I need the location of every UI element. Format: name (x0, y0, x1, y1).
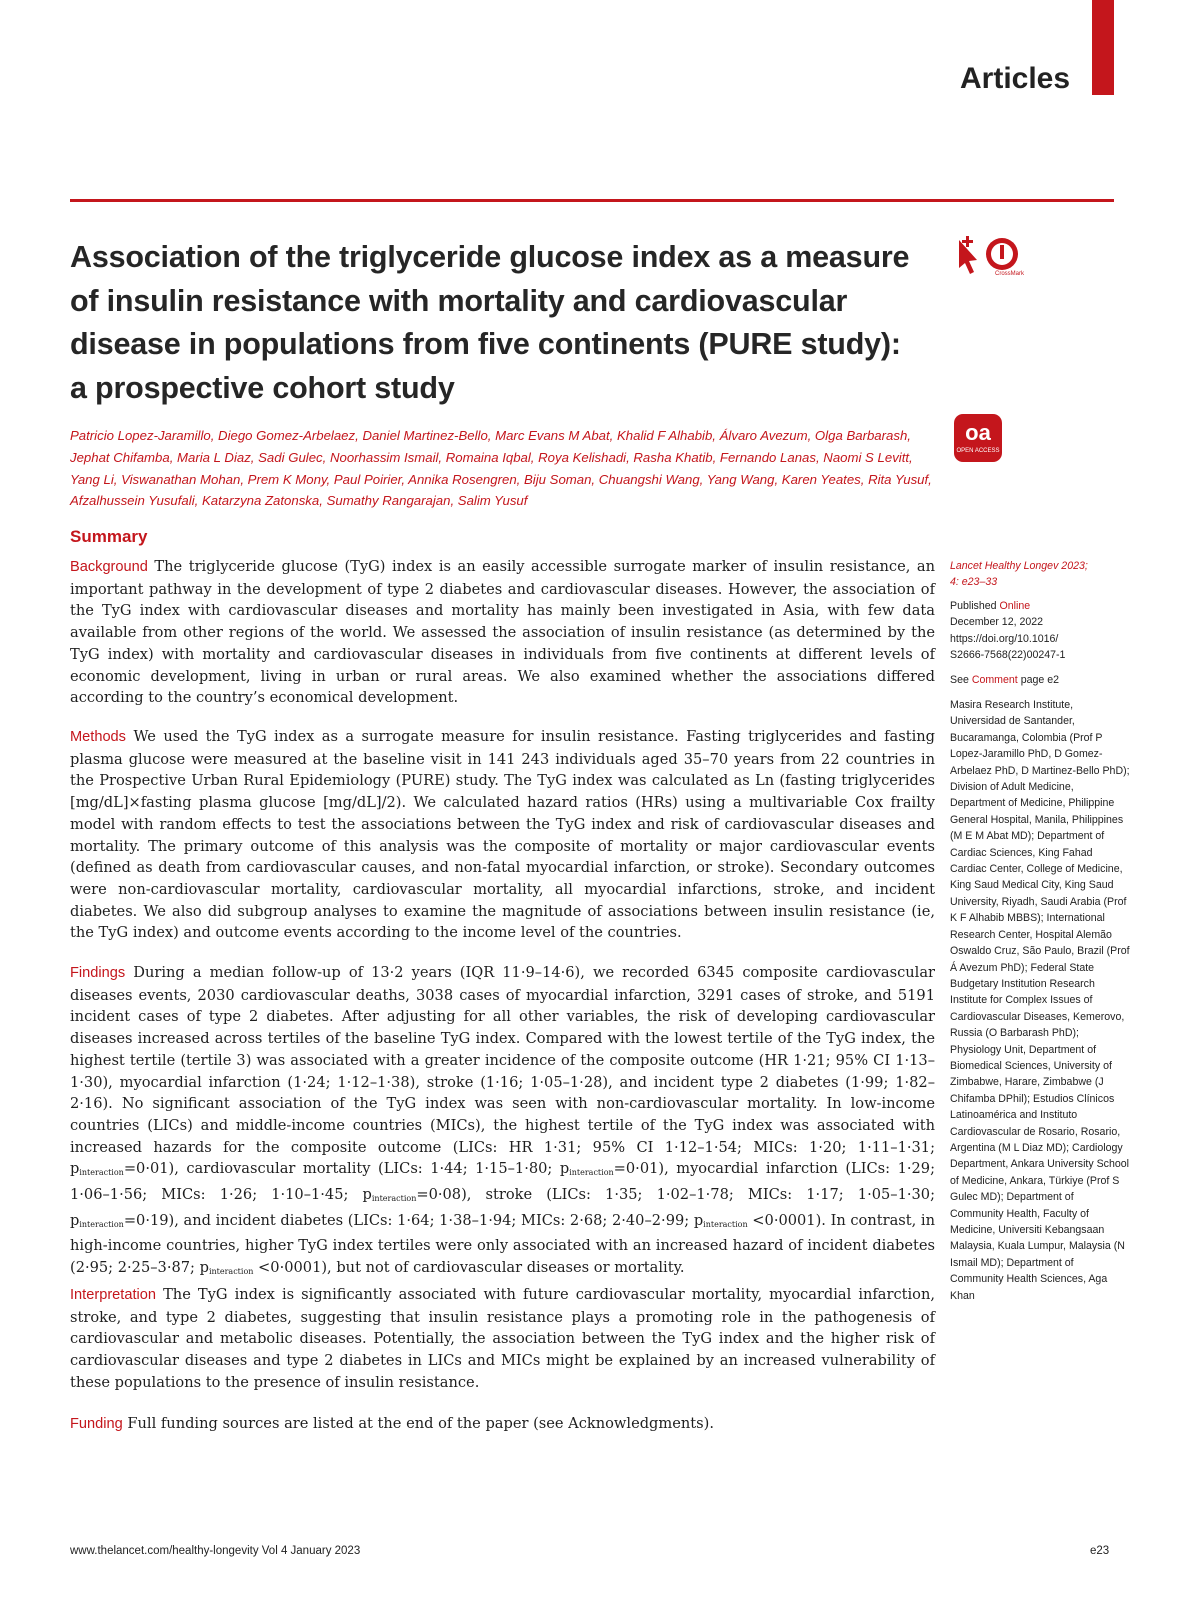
funding-section (70, 1413, 935, 1436)
p-interaction-subscript: interaction (569, 1168, 614, 1178)
findings-text-a: During a median follow-up of 13·2 years (IQR 11·9–14·6), we recorded 6345 composite cardiovascular diseases events, 2030 cardiovascular deaths, 3038 cases of myocardial infarction, 3291 cases of stroke, and 5191 incident cases of type 2 diabetes. After adjusting for all other variables, the risk of developing cardiovascular diseases increased across tertiles of the baseline TyG index. Compared with the lowest tertile of the TyG index, the highest tertile (tertile 3) was associated with a greater incidence of the composite outcome (HR 1·21; 95% CI 1·13–1·30), myocardial infarction (1·24; 1·12–1·38), stroke (1·16; 1·05–1·28), and incident type 2 diabetes (1·99; 1·82–2·16). No significant association of the TyG index was seen with non-cardiovascular mortality. In low-income countries (LICs) and middle-income countries (MICs), the highest tertile of the TyG index was associated with increased hazards for the composite outcome (LICs: HR 1·31; 95% CI 1·12–1·54; MICs: 1·20; 1·11–1·31; p (70, 964, 936, 1178)
findings-lead: Findings (70, 965, 126, 981)
findings-section (70, 962, 935, 1283)
oa-badge-label: oa (965, 420, 991, 445)
findings-text-g: <0·0001), but not of cardiovascular diseases or mortality. (253, 1259, 685, 1277)
published-date: December 12, 2022 (950, 616, 1044, 629)
author-list: Patricio Lopez-Jaramillo, Diego Gomez-Arbelaez, Daniel Martinez-Bello, Marc Evans M Abat, Khalid F Alhabib, Álvaro Avezum, Olga Barbarash, Jephat Chifamba, Maria L Diaz, Sadi Gulec, Noorhassim Ismail, Romaina Iqbal, Roya Kelishadi, Rasha Khatib, Fernando Lanas, Naomi S Levitt, Yang Li, Viswanathan Mohan, Prem K Mony, Paul Poirier, Annika Rosengren, Biju Soman, Chuangshi Wang, Yang Wang, Karen Yeates, Rita Yusuf, Afzalhussein Yusufali, Katarzyna Zatonska, Sumathy Rangarajan, Salim Yusuf (70, 428, 932, 509)
background-text: The triglyceride glucose (TyG) index is an easily accessible surrogate marker of insulin resistance, an important pathway in the development of type 2 diabetes and cardiovascular diseases. However, the association of the TyG index with cardiovascular diseases and mortality has mainly been investigated in Asia, with few data available from other regions of the world. We assessed the association of insulin resistance (as determined by the TyG index) with mortality and cardiovascular diseases in individuals from five continents at different levels of economic development, living in urban or rural areas. We also examined whether the associations differed according to the country’s economical development. (70, 558, 935, 707)
findings-text-b: =0·01), cardiovascular mortality (LICs: 1·44; 1·15–1·80; p (123, 1160, 570, 1178)
findings-text-e: =0·19), and incident diabetes (LICs: 1·64; 1·38–1·94; MICs: 2·68; 2·40–2·99; p (123, 1211, 704, 1229)
methods-section (70, 726, 935, 944)
article-title: Association of the triglyceride glucose index as a measure of insulin resistance with mortality and cardiovascular disease in populations from five continents (PURE study): a prospective cohort study (70, 240, 910, 405)
findings-text-f: <0·0001). In contrast, in high-income countries, higher TyG index tertiles were only associated with an increased hazard of incident diabetes (2·95; 2·25–3·87; p (70, 1211, 935, 1277)
methods-text: We used the TyG index as a surrogate measure for insulin resistance. Fasting triglycerides and fasting plasma glucose were measured at the baseline visit in 141 243 individuals aged 35–70 years from 22 countries in the Prospective Urban Rural Epidemiology (PURE) study. The TyG index was calculated as Ln (fasting triglycerides [mg/dL]×fasting plasma glucose [mg/dL]/2). We calculated hazard ratios (HRs) using a multivariable Cox frailty model with random effects to test the associations between the TyG index and risk of cardiovascular diseases and mortality. The primary outcome of this analysis was the composite of mortality or major cardiovascular events (defined as death from cardiovascular causes, and non-fatal myocardial infarction, or stroke). Secondary outcomes were non-cardiovascular mortality, cardiovascular mortality, all myocardial infarctions, stroke, and incident diabetes. We also did subgroup analyses to examine the magnitude of associations between insulin resistance (ie, the TyG index) and outcome events according to the income level of the countries. (70, 728, 936, 942)
see-comment (950, 672, 1130, 688)
page-number: e23 (1090, 1545, 1110, 1557)
see-prefix: See (950, 674, 969, 686)
summary-heading: Summary (70, 527, 148, 546)
background-lead: Background (70, 559, 148, 575)
doi-link[interactable]: https://doi.org/10.1016/ (950, 632, 1059, 645)
comment-page: page e2 (1020, 674, 1059, 686)
published-online: Online (999, 600, 1031, 612)
footer-journal: www.thelancet.com/healthy-longevity Vol 4 January 2023 (70, 1545, 361, 1557)
interpretation-text: The TyG index is significantly associated with future cardiovascular mortality, myocardial infarction, stroke, and type 2 diabetes, suggesting that insulin resistance plays a promoting role in the pathogenesis of cardiovascular and metabolic diseases. Potentially, the association between the TyG index and the higher risk of cardiovascular diseases and type 2 diabetes in LICs and MICs might be explained by an increased vulnerability of these populations to the presence of insulin resistance. (70, 1286, 936, 1391)
crossmark-icon[interactable] (955, 236, 1027, 276)
section-label: Articles (960, 62, 1071, 95)
published-label: Published (950, 600, 997, 612)
citation-block (950, 558, 1130, 591)
crossmark-label: CrossMark (995, 271, 1025, 276)
funding-lead: Funding (70, 1416, 123, 1432)
p-interaction-subscript: interaction (208, 1267, 254, 1277)
background-section (70, 556, 935, 709)
publication-info (950, 598, 1130, 664)
header-rule (70, 199, 1114, 202)
interpretation-lead: Interpretation (70, 1287, 156, 1303)
open-access-icon (954, 414, 1002, 462)
findings-text-d: =0·08), stroke (LICs: 1·35; 1·02–1·78; MICs: 1·17; 1·05–1·30; p (70, 1186, 935, 1229)
comment-link[interactable]: Comment (971, 674, 1018, 686)
doi-link[interactable]: S2666-7568(22)00247-1 (950, 649, 1066, 662)
citation-line: 4: e23–33 (950, 576, 998, 589)
section-tab-marker (1092, 0, 1114, 95)
affiliations: Masira Research Institute, Universidad de Santander, Bucaramanga, Colombia (Prof P Lopez-Jaramillo PhD, D Gomez-Arbelaez PhD, D Martinez-Bello PhD); Division of Adult Medicine, Department of Medicine, Philippine General Hospital, Manila, Philippines (M E M Abat MD); Department of Cardiac Sciences, King Fahad Cardiac Center, College of Medicine, King Saud Medical City, King Saud University, Riyadh, Saudi Arabia (Prof K F Alhabib MBBS); International Research Center, Hospital Alemão Oswaldo Cruz, São Paulo, Brazil (Prof Á Avezum PhD); Federal State Budgetary Institution Research Institute for Complex Issues of Cardiovascular Diseases, Kemerovo, Russia (O Barbarash PhD); Physiology Unit, Department of Biomedical Sciences, University of Zimbabwe, Harare, Zimbabwe (J Chifamba DPhil); Estudios Clínicos Latinoamérica and Instituto Cardiovascular de Rosario, Rosario, Argentina (M L Diaz MD); Cardiology Department, Ankara University School of Medicine, Ankara, Türkiye (Prof S Gulec MD); Department of Community Health, Faculty of Medicine, Universiti Kebangsaan Malaysia, Kuala Lumpur, Malaysia (N Ismail MD); Department of Community Health Sciences, Aga Khan (950, 699, 1130, 1302)
interpretation-section (70, 1284, 935, 1394)
methods-lead: Methods (70, 729, 126, 745)
p-interaction-subscript: interaction (79, 1168, 124, 1178)
findings-text-c: =0·01), myocardial infarction (LICs: 1·29; 1·06–1·56; MICs: 1·26; 1·10–1·45; p (70, 1160, 936, 1204)
oa-badge-sub: OPEN ACCESS (956, 448, 1000, 454)
citation-line: Lancet Healthy Longev 2023; (950, 560, 1088, 572)
p-interaction-subscript: interaction (703, 1219, 748, 1229)
funding-text: Full funding sources are listed at the end of the paper (see Acknowledgments). (127, 1415, 714, 1432)
p-interaction-subscript: interaction (79, 1219, 124, 1229)
p-interaction-subscript: interaction (371, 1194, 417, 1204)
